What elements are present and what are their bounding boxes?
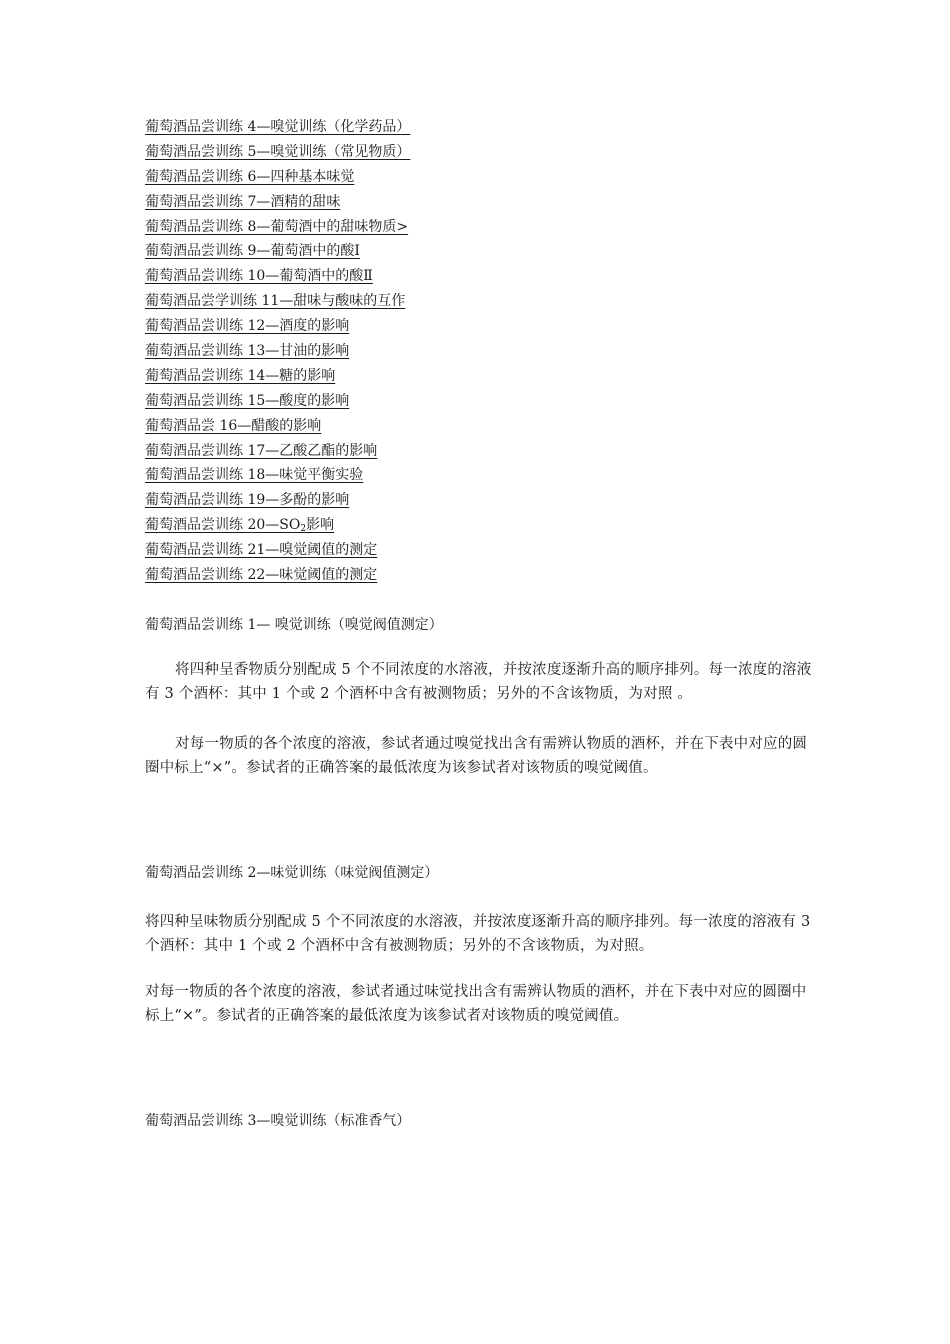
toc-link-20-suffix: 影响 [306, 517, 335, 534]
toc-item [145, 463, 815, 488]
toc-item [145, 115, 815, 140]
toc-link-4[interactable]: 葡萄酒品尝训练 4—嗅觉训练（化学药品） [145, 119, 411, 135]
toc-item [145, 538, 815, 563]
toc-link-16[interactable]: 葡萄酒品尝 16—醋酸的影响 [145, 417, 322, 434]
toc-link-11[interactable]: 葡萄酒品尝学训练 11—甜味与酸味的互作 [145, 293, 406, 310]
toc-link-5[interactable]: 葡萄酒品尝训练 5—嗅觉训练（常见物质） [145, 143, 411, 160]
toc-link-8[interactable]: 葡萄酒品尝训练 8—葡萄酒中的甜味物质> [145, 218, 409, 235]
toc-item [145, 339, 815, 364]
table-of-contents [145, 115, 815, 588]
section-2-title: 葡萄酒品尝训练 2—味觉训练（味觉阀值测定） [145, 864, 439, 881]
toc-item [145, 414, 815, 439]
section-2-paragraph-2: 对每一物质的各个浓度的溶液，参试者通过味觉找出含有需辨认物质的酒杯，并在下表中对应的圆圈中标上“×”。参试者的正确答案的最低浓度为该参试者对该物质的嗅觉阈值。 [145, 983, 807, 1024]
toc-link-13[interactable]: 葡萄酒品尝训练 13—甘油的影响 [145, 343, 350, 360]
toc-link-9[interactable]: 葡萄酒品尝训练 9—葡萄酒中的酸Ⅰ [145, 243, 360, 260]
section-1-title: 葡萄酒品尝训练 1— 嗅觉训练（嗅觉阀值测定） [145, 616, 443, 633]
toc-link-22[interactable]: 葡萄酒品尝训练 22—味觉阈值的测定 [145, 567, 378, 584]
toc-link-20-text: 葡萄酒品尝训练 20—SO [145, 517, 301, 534]
toc-item [145, 513, 815, 538]
toc-link-20-subscript: 2 [300, 524, 307, 535]
toc-item [145, 364, 815, 389]
toc-item [145, 165, 815, 190]
section-3-title: 葡萄酒品尝训练 3—嗅觉训练（标准香气） [145, 1112, 411, 1129]
toc-item [145, 239, 815, 264]
toc-link-7[interactable]: 葡萄酒品尝训练 7—酒精的甜味 [145, 193, 341, 210]
toc-link-19[interactable]: 葡萄酒品尝训练 19—多酚的影响 [145, 492, 350, 509]
toc-item [145, 563, 815, 588]
toc-item [145, 488, 815, 513]
toc-link-12[interactable]: 葡萄酒品尝训练 12—酒度的影响 [145, 318, 350, 335]
section-1-paragraph-1: 将四种呈香物质分别配成 5 个不同浓度的水溶液，并按浓度逐渐升高的顺序排列。每一浓度的溶液有 3 个酒杯：其中 1 个或 2 个酒杯中含有被测物质；另外的不含该物质，为对照 。 [145, 661, 812, 702]
toc-link-10[interactable]: 葡萄酒品尝训练 10—葡萄酒中的酸Ⅱ [145, 268, 373, 285]
toc-link-20[interactable] [145, 517, 334, 533]
toc-link-17[interactable]: 葡萄酒品尝训练 17—乙酸乙酯的影响 [145, 442, 378, 459]
toc-link-6[interactable]: 葡萄酒品尝训练 6—四种基本味觉 [145, 168, 355, 185]
toc-link-15[interactable]: 葡萄酒品尝训练 15—酸度的影响 [145, 392, 350, 409]
toc-link-14[interactable]: 葡萄酒品尝训练 14—糖的影响 [145, 367, 336, 384]
toc-item [145, 314, 815, 339]
toc-item [145, 439, 815, 464]
toc-item [145, 389, 815, 414]
toc-item [145, 289, 815, 314]
toc-link-21[interactable]: 葡萄酒品尝训练 21—嗅觉阈值的测定 [145, 542, 378, 559]
section-2-paragraph-1: 将四种呈味物质分别配成 5 个不同浓度的水溶液，并按浓度逐渐升高的顺序排列。每一浓度的溶液有 3 个酒杯：其中 1 个或 2 个酒杯中含有被测物质；另外的不含该物质，为对照。 [145, 913, 811, 954]
toc-item [145, 140, 815, 165]
document-page [145, 115, 815, 1132]
toc-item [145, 215, 815, 240]
toc-link-18[interactable]: 葡萄酒品尝训练 18—味觉平衡实验 [145, 467, 364, 484]
toc-item [145, 264, 815, 289]
section-1-paragraph-2: 对每一物质的各个浓度的溶液，参试者通过嗅觉找出含有需辨认物质的酒杯，并在下表中对应的圆圈中标上“×”。参试者的正确答案的最低浓度为该参试者对该物质的嗅觉阈值。 [145, 735, 808, 776]
toc-item [145, 190, 815, 215]
